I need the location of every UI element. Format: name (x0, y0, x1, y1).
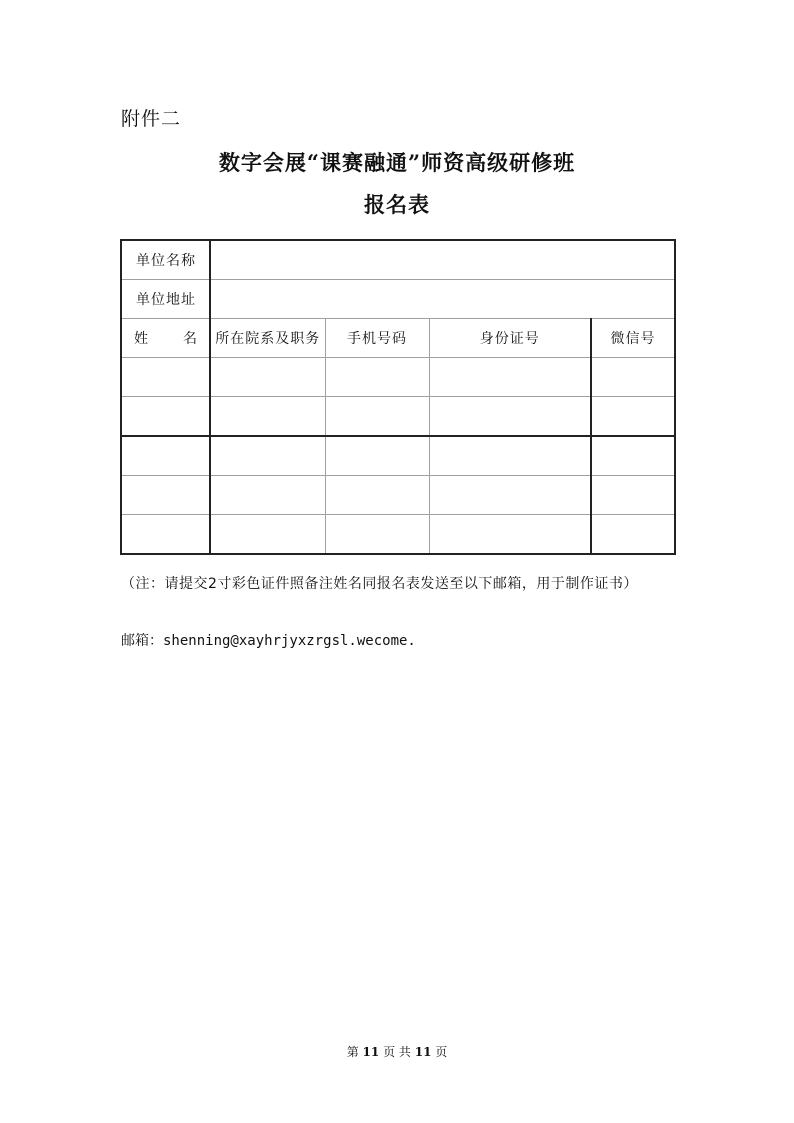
footer-prefix: 第 (346, 1045, 359, 1059)
table-row (121, 397, 675, 437)
phone-column-header: 手机号码 (325, 319, 429, 358)
footer-current-page: 11 (362, 1045, 380, 1059)
table-row (121, 436, 675, 476)
wechat-cell[interactable] (591, 397, 675, 437)
unit-address-field[interactable] (210, 280, 675, 319)
footer-middle: 页 共 (383, 1045, 411, 1059)
name-cell[interactable] (121, 436, 210, 476)
submission-note: （注：请提交2寸彩色证件照备注姓名同报名表发送至以下邮箱，用于制作证书） (121, 576, 638, 592)
document-subtitle: 报名表 (364, 192, 430, 217)
phone-cell[interactable] (325, 358, 429, 397)
table-row (121, 476, 675, 515)
unit-address-label: 单位地址 (121, 280, 210, 319)
id-number-cell[interactable] (429, 397, 591, 437)
id-number-column-header: 身份证号 (429, 319, 591, 358)
phone-cell[interactable] (325, 436, 429, 476)
phone-cell[interactable] (325, 397, 429, 437)
footer-total-pages: 11 (414, 1045, 432, 1059)
name-column-header (121, 319, 210, 358)
department-column-header: 所在院系及职务 (210, 319, 325, 358)
name-cell[interactable] (121, 358, 210, 397)
phone-cell[interactable] (325, 476, 429, 515)
phone-cell[interactable] (325, 515, 429, 555)
footer-suffix: 页 (435, 1045, 448, 1059)
name-cell[interactable] (121, 397, 210, 437)
table-row (121, 515, 675, 555)
department-cell[interactable] (210, 515, 325, 555)
attachment-label: 附件二 (121, 108, 182, 130)
id-number-cell[interactable] (429, 436, 591, 476)
name-cell[interactable] (121, 476, 210, 515)
department-cell[interactable] (210, 476, 325, 515)
id-number-cell[interactable] (429, 515, 591, 555)
registration-form-table (120, 239, 676, 555)
email-address[interactable]: 邮箱：shenning@xayhrjyxzrgsl.wecome. (121, 633, 416, 649)
name-header-given-char: 名 (183, 331, 197, 347)
document-title: 数字会展“课赛融通”师资高级研修班 (218, 150, 576, 175)
table-row (121, 358, 675, 397)
name-cell[interactable] (121, 515, 210, 555)
department-cell[interactable] (210, 358, 325, 397)
department-cell[interactable] (210, 436, 325, 476)
wechat-cell[interactable] (591, 515, 675, 555)
wechat-column-header: 微信号 (591, 319, 675, 358)
wechat-cell[interactable] (591, 476, 675, 515)
page-footer (0, 1043, 794, 1060)
id-number-cell[interactable] (429, 358, 591, 397)
wechat-cell[interactable] (591, 436, 675, 476)
unit-name-label: 单位名称 (121, 240, 210, 280)
unit-name-field[interactable] (210, 240, 675, 280)
department-cell[interactable] (210, 397, 325, 437)
wechat-cell[interactable] (591, 358, 675, 397)
id-number-cell[interactable] (429, 476, 591, 515)
name-header-surname-char: 姓 (134, 331, 148, 347)
